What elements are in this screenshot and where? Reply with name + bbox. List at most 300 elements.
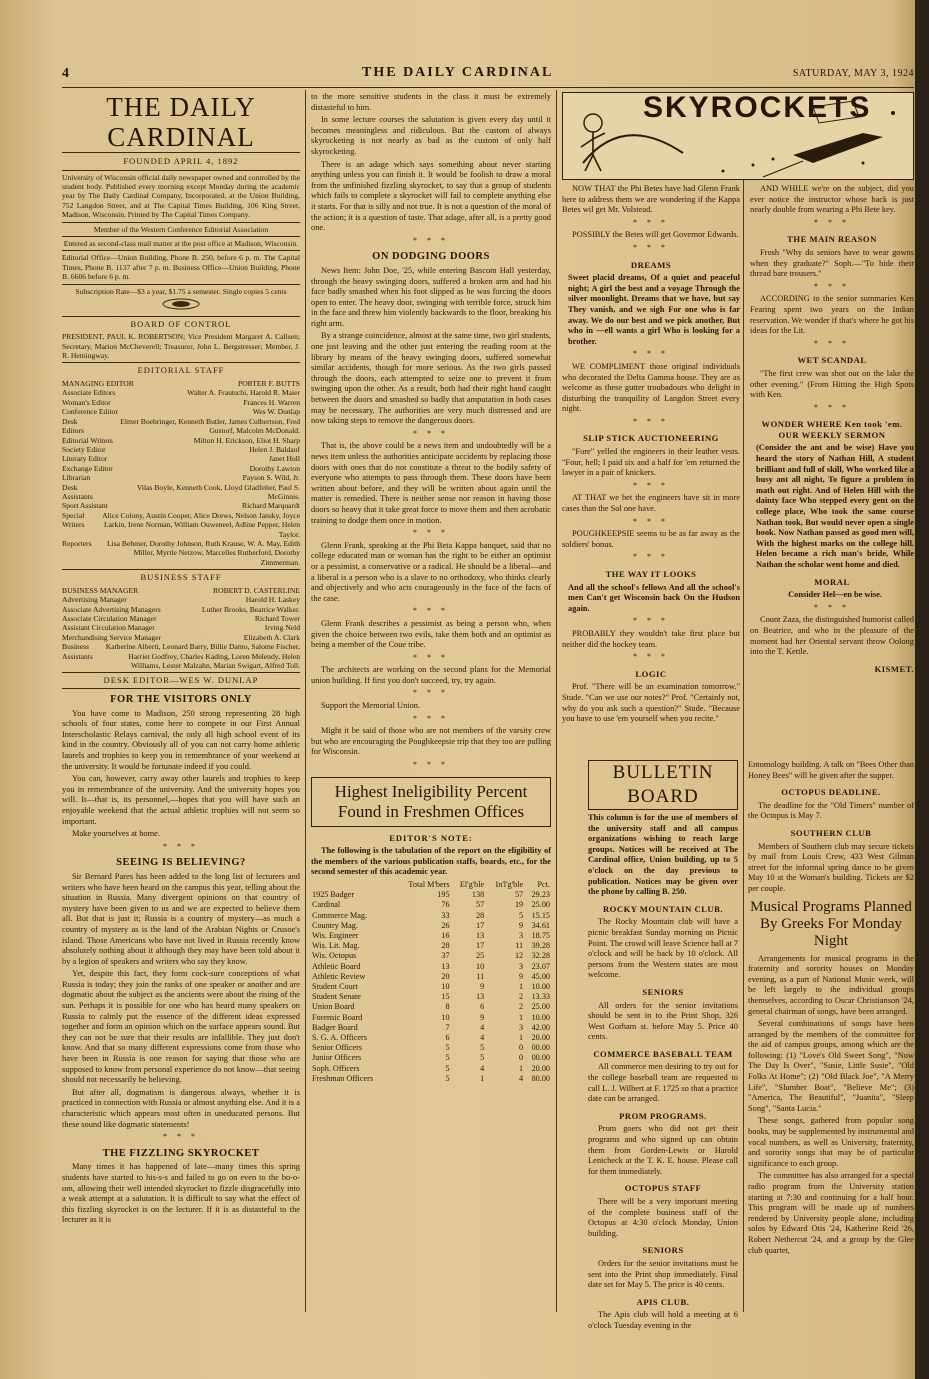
table-cell: 25.00	[531, 1002, 550, 1012]
table-cell: Wis. Octopus	[312, 951, 357, 961]
table-cell: 00.00	[531, 1043, 550, 1053]
table-cell: 34.61	[531, 920, 550, 930]
section-stars: * * *	[633, 652, 669, 662]
staff-role: Reporters	[62, 538, 92, 548]
masthead-subscription: Subscription Rate—$3 a year, $1.75 a semester. Single copies 5 cents	[62, 284, 300, 296]
table-cell: 9	[480, 1012, 485, 1022]
wet-heading: WET SCANDAL	[797, 355, 867, 366]
table-cell: 20.00	[531, 1033, 550, 1043]
table-cell: 26	[441, 920, 450, 930]
section-stars: * * *	[633, 516, 669, 526]
table-header: El'g'ble	[459, 880, 485, 889]
staff-name: Elizabeth A. Clark	[243, 632, 300, 642]
table-cell: Wis. Lit. Mag.	[312, 941, 360, 951]
staff-row	[62, 595, 300, 604]
bulletin-items	[588, 904, 738, 1332]
musical-paragraph: Several combinations of songs have been arranged by the members of the committee for the aid of campus groups, among which are the following: (1) "Love's Old Sweet Song", "Now The Day Is Over", "Susie, Little Susie", "Old Folks At Home"; (2) "Old Black Joe", "A Merry Life", "Slumber Boat", "Believe Me"; (3) "America, The Beautiful", "Juanita", "Sleep Song", "Santa Lucia."	[748, 1019, 914, 1113]
table-cell: Senior Officers	[312, 1043, 363, 1053]
staff-row	[62, 605, 300, 614]
bulletin-item-heading: ROCKY MOUNTAIN CLUB.	[602, 903, 724, 914]
table-cell: 42.00	[531, 1022, 550, 1032]
fizzling-headline: THE FIZZLING SKYROCKET	[102, 1147, 260, 1159]
slip-text: "Fore" yelled the engineers in their leather vests. "Four, hell; I paid six and a half for 'em returned the lawyer in a pair of knickers.	[562, 447, 740, 478]
section-stars: * * *	[814, 402, 850, 412]
table-cell: 45.00	[531, 971, 550, 981]
table-cell: Soph. Officers	[312, 1063, 360, 1073]
column-divider	[556, 90, 557, 1312]
table-cell: 37	[441, 951, 450, 961]
masthead-founded: FOUNDED APRIL 4, 1892	[123, 156, 239, 166]
business-staff-heading: BUSINESS STAFF	[62, 569, 300, 583]
visitors-paragraph: You have come to Madison, 250 strong representing 28 high schools of four states, come here to compete in our First Annual Interscholastic Relays carnival, the only all high school event of its kind in the country. Obviously all of you can not carry home athletic laurels and trophies to keep you in remembrance of your weekend at the university. It would be fortunate indeed if you could.	[62, 708, 300, 771]
staff-row	[62, 483, 300, 502]
table-cell: 57	[514, 890, 524, 900]
visitors-headline: FOR THE VISITORS ONLY	[110, 694, 252, 706]
table-cell: 195	[437, 890, 450, 900]
skyrocket-item: POUGHKEEPSIE seems to be as far away as the soldiers' bonus.	[562, 529, 740, 549]
seeing-paragraph: Yet, despite this fact, they form cock-sure conceptions of what Russia is today; they join the ranks of one speaker or another and are dogmatic about the subject as the ancients were about the rising of the sun. Perhaps it is possible for one who has heard many speakers on Russia to calmly put the essence of the different ideas expressed together and form an opinion which on the surface appears sound. But they can not be sure that their results are infallible. They just don't know. And that so many different expressions come from those who have been in Russia is one reason for saying that those who are supposed to know from personal experience do not know—that seeing should not necessarily be believing.	[62, 969, 300, 1085]
fizzling-continued: In some lecture courses the salutation is given every day until it becomes meaningless and ridiculous. But the custom of always skyrocketing is not nearly as bad as the custom of only half skyrocketing.	[311, 115, 551, 156]
staff-row	[62, 473, 300, 482]
masthead-entered: Entered as second-class mail matter at the post office at Madison, Wisconsin.	[62, 236, 300, 248]
section-stars: * * *	[413, 688, 449, 698]
moral-heading: MORAL	[814, 576, 850, 587]
table-cell: Athletic Board	[312, 961, 361, 971]
way-poem: And all the school's fellows And all the school's men Can't get Wisconsin back On the Hudson again.	[568, 582, 740, 613]
staff-row	[62, 407, 300, 416]
header-rule	[62, 87, 914, 88]
skyrockets-column-b	[750, 184, 914, 727]
table-cell: 17	[476, 941, 485, 951]
staff-name: Wes W. Dunlap	[252, 407, 300, 417]
page-header	[62, 62, 914, 84]
visitors-paragraph: Make yourselves at home.	[72, 829, 160, 839]
table-cell: 10.00	[531, 982, 550, 992]
table-cell: 28	[441, 941, 450, 951]
editors-note: The following is the tabulation of the report on the eligibility of the members of the various publication staffs, boards, etc., for the second semester of this academic year.	[311, 846, 551, 877]
staff-row	[62, 454, 300, 463]
table-cell: 2	[519, 992, 524, 1002]
business-staff-list	[62, 586, 300, 671]
octopus-notice: The deadline for the "Old Timers" number of the Octopus is May 7.	[748, 800, 914, 821]
table-cell: 16	[441, 931, 450, 941]
bulletin-item-heading: APIS CLUB.	[636, 1296, 690, 1307]
table-cell: 18.75	[531, 931, 550, 941]
visitors-paragraph: You can, however, carry away other laurels and trophies to keep you in remembrance of the university. And the university hopes you will. It—that is, its personnel,—hopes that you will have such an enjoyable weekend that the actual athletic trophies will not seem so important.	[62, 774, 300, 826]
staff-role: BUSINESS MANAGER	[62, 585, 139, 595]
page-number: 4	[62, 66, 69, 81]
table-row	[311, 921, 551, 931]
column-editorials-2	[311, 92, 551, 1314]
page-edge	[915, 0, 929, 1379]
section-stars: * * *	[163, 1132, 199, 1142]
skyrockets-section	[562, 92, 914, 742]
seeing-headline: SEEING IS BELIEVING?	[116, 857, 246, 869]
section-stars: * * *	[814, 602, 850, 612]
staff-name: Katherine Alberti, Leonard Barry, Billie Danto, Salome Fischer, Harriet Godfrey, Charles Kading, Loren Melendy, Helen Williams, Lester Malzahn, Marian Swigart, Alfred Toll.	[105, 642, 300, 671]
staff-name: Richard Marquardt	[242, 501, 300, 511]
skyrockets-banner	[562, 92, 914, 180]
fizzling-paragraph: Many times it has happened of late—many times this spring students have started to his-s-s and failed to go on even to the bo-o-om, allowing their well intended skyrocket to fizzle disgracefully into a weak attempt at a salutation. It is difficult to say what the effect of this fizzling skyrocket is on the lecturer. If it is as distasteful to the lecturer as it is	[62, 1162, 300, 1225]
staff-row	[62, 417, 300, 436]
table-row	[311, 1064, 551, 1074]
table-cell: Student Senate	[312, 992, 361, 1002]
table-cell: Junior Officers	[312, 1053, 362, 1063]
staff-row	[62, 398, 300, 407]
section-stars: * * *	[814, 338, 850, 348]
table-cell: 4	[519, 1073, 524, 1083]
table-cell: 8	[445, 1002, 450, 1012]
staff-row	[62, 388, 300, 397]
bulletin-item-heading: SENIORS	[642, 1245, 684, 1256]
table-cell: 10	[476, 961, 485, 971]
section-stars: * * *	[633, 480, 669, 490]
table-cell: 25	[476, 951, 485, 961]
table-cell: 15	[441, 992, 450, 1002]
moral-text: Consider Hel—en be wise.	[788, 590, 882, 600]
table-cell: 28	[476, 910, 485, 920]
table-cell: 1925 Badger	[312, 890, 355, 900]
zaza-text: Count Zaza, the distinguished humorist called on Beatrice, and who in the pleasure of the moment had her Oriental servant throw Oolong into the T. Kettle.	[750, 615, 914, 657]
musical-paragraph: The committee has also arranged for a special radio program from the University station starting at 7:30 and continuing for a half hour. This program will be made up of numbers rendered by University people alone, including solos by Edward Otis '24, Katherine Reid '26, Robert Nethercut '24, and a group by the Glee club quartet,	[748, 1171, 914, 1255]
table-cell: 4	[480, 1022, 485, 1032]
table-cell: Union Board	[312, 1002, 355, 1012]
section-stars: * * *	[633, 242, 669, 252]
table-cell: 20.00	[531, 1063, 550, 1073]
section-stars: * * *	[633, 217, 669, 227]
doors-headline: ON DODGING DOORS	[372, 251, 490, 263]
octopus-heading: OCTOPUS DEADLINE.	[781, 787, 881, 798]
staff-name: Janet Hull	[268, 454, 300, 464]
table-cell: 57	[476, 900, 485, 910]
dreams-poem: Sweet placid dreams, Of a quiet and peaceful night; A girl the best and a voyage Through the silver moonlight. Dreams that we have, but say They vanish, and we sigh For one who is far away. We do our best and we pick another, But who in —ell wants a girl Who is looking for a brother.	[568, 273, 740, 346]
table-cell: 138	[471, 890, 485, 900]
table-cell: 39.28	[531, 941, 550, 951]
table-header: Pct.	[537, 880, 550, 889]
table-cell: 0	[519, 1043, 524, 1053]
musical-paragraph: These songs, gathered from popular song books, may be supplemented by instrumental and vocal numbers, as well as University, fraternity, and sorority songs that may be of particular significance to each group.	[748, 1116, 914, 1168]
staff-role: Advertising Manager	[62, 595, 127, 605]
paper-name: THE DAILY CARDINAL	[362, 65, 554, 80]
bulletin-item-body: There will be a very important meeting of the complete business staff of the Octopus at 4:30 o'clock Monday, Union building.	[588, 1197, 738, 1238]
table-row	[311, 951, 551, 961]
logic-heading: LOGIC	[635, 668, 667, 679]
eligibility-headline: Highest Ineligibility Percent Found in Freshmen Offices	[334, 781, 528, 821]
skyrocket-item: AT THAT we bet the engineers have sit in more cases than the Sol one have.	[562, 493, 740, 514]
section-stars: * * *	[413, 652, 449, 662]
bulletin-board-title: BULLETIN BOARD	[588, 760, 738, 810]
staff-role: Business Assistants	[62, 642, 93, 661]
section-stars: * * *	[633, 349, 669, 359]
desk-editor: DESK EDITOR—WES W. DUNLAP	[62, 672, 300, 689]
masthead-title: THE DAILY CARDINAL	[62, 92, 300, 153]
staff-row	[62, 501, 300, 510]
bulletin-item-heading: COMMERCE BASEBALL TEAM	[593, 1048, 733, 1059]
table-row	[311, 1002, 551, 1012]
table-cell: 5	[519, 910, 524, 920]
table-cell: 80.00	[531, 1073, 550, 1083]
editorial-staff-heading: EDITORIAL STAFF	[62, 362, 300, 376]
table-cell: 9	[519, 920, 524, 930]
staff-name: Luther Brooks, Beatrice Walker.	[201, 604, 300, 614]
masthead-member: Member of the Western Conference Editorial Association	[62, 222, 300, 234]
staff-role: MANAGING EDITOR	[62, 379, 134, 389]
doors-paragraph: By a strange coincidence, almost at the same time, two girl students, one just leaving and the other just entering the reading room at the library by means of the heavy swinging doors, suffered somewhat similar accidents, though for more serious. As the two girls passed through the doors, each attempted to seize one to prevent it from swinging upon the other. As a result, both had their right hand caught between the doors and smashed so badly that amputation in both cases may be necessary. The authorities are very much distressed and are now taking steps to remove the dangerous doors.	[311, 331, 551, 426]
staff-role: Assistant Circulation Manager	[62, 623, 155, 633]
table-row	[311, 982, 551, 992]
sermon-heading: WONDER WHERE Ken took 'em. OUR WEEKLY SERMON	[761, 419, 903, 440]
columnist-signature: KISMET.	[874, 663, 914, 674]
table-cell: 10	[441, 1012, 450, 1022]
table-cell: 9	[480, 982, 485, 992]
union-paragraph: Support the Memorial Union.	[321, 701, 421, 711]
staff-name: Irving Neld	[264, 623, 300, 633]
staff-name: Dorothy Lawton	[249, 463, 300, 473]
table-row	[311, 1043, 551, 1053]
column-editorial	[62, 92, 300, 1314]
staff-role: Librarian	[62, 473, 91, 483]
staff-role: Literary Editor	[62, 454, 108, 464]
masthead-about: University of Wisconsin official daily newspaper owned and controlled by the student body. Published every morning except Monday during the academic year by The Daily Cardinal Company, Incorporated, at the Union Building, 752 Langdon Street, and at The Capital Times Building, 106 King Street, Madison, Wisconsin. Printed by The Capital Times Company.	[62, 170, 300, 220]
staff-name: Richard Tower	[254, 614, 300, 623]
fizzling-continued: to the more sensitive students in the class it must be extremely distasteful to him.	[311, 92, 551, 112]
staff-name: ROBERT D. CASTERLINE	[213, 585, 300, 595]
staff-role: Merchandising Service Manager	[62, 632, 162, 642]
table-cell: 5	[480, 1053, 485, 1063]
bulletin-intro: This column is for the use of members of the university staff and all campus organizations wishing to reach large groups. Notices will be received at The Cardinal office, Union building, up to 5 o'clock on the day previous to publication. Notices may be given over the phone by calling B. 250.	[588, 813, 738, 897]
table-cell: 3	[519, 1022, 524, 1032]
table-cell: 5	[445, 1063, 450, 1073]
seeing-paragraph: Sir Bernard Pares has been added to the long list of lecturers and writers who have been heard on the campus this year, telling about the situation in Russia. Many divergent opinions on that country of mystery have been given to us and we are expected to believe them all. But that is just it; Russia is a country of mystery—as much a country of mystery as is the land of the Arabian Nights or Crusoe's island. Those Americans who have not lived in Russia recently know absolutely nothing about it although they may have been told about it by a legion of speakers and writers who say they know.	[62, 871, 300, 966]
entomology-notice: Entomology building. A talk on "Bees Other than Honey Bees" will be given after the supper.	[748, 760, 914, 780]
section-stars: * * *	[413, 760, 449, 770]
column-notices	[748, 760, 914, 1312]
table-cell: 1	[519, 1033, 524, 1043]
staff-row	[62, 623, 300, 632]
table-cell: 3	[519, 961, 524, 971]
table-cell: S. G. A. Officers	[312, 1033, 367, 1043]
seeing-paragraph: But after all, dogmatism is dangerous always, whether it is practiced in connection with Russia or almost anything else. And it is a characteristic which appears most often in uneducated persons. But these sound like dogmatic statements!	[62, 1087, 300, 1129]
table-cell: 23.07	[531, 961, 550, 971]
fizzling-continued: There is an adage which says something about never starting anything unless you can finish it. It would be foolish to draw a moral from the unfinished fizzling skyrocket, to say that a group of students which fails to complete a skyrocket will fail to complete anything else it starts. For that is silly and not true. It is not a question of the moral of the action; it is a question of taste. That adage, after all, is a pretty good one.	[311, 159, 551, 233]
bulletin-item-body: All orders for the senior invitations should be sent in to the Print Shop, 326 West Gorham st. before May 5. Price 40 cents.	[588, 1000, 738, 1042]
table-cell: 29.23	[531, 890, 550, 900]
southern-heading: SOUTHERN CLUB	[790, 827, 872, 838]
staff-row	[62, 511, 300, 539]
staff-role: Conference Editor	[62, 407, 118, 417]
table-header: In'l'g'ble	[495, 880, 524, 889]
staff-role: Exchange Editor	[62, 463, 113, 473]
table-cell: 13	[476, 992, 485, 1002]
staff-role: Sport Assistant	[62, 501, 108, 511]
way-heading: THE WAY IT LOOKS	[605, 569, 697, 579]
staff-row	[62, 586, 300, 595]
staff-name: Alice Colony, Austin Cooper, Alice Drews, Nelson Jansky, Joyce Larkin, Irene Norman, William Ouweneel, Adline Pepper, Helen Taylor.	[102, 510, 300, 539]
table-cell: 1	[519, 982, 524, 992]
table-cell: 1	[519, 1063, 524, 1073]
section-stars: * * *	[413, 606, 449, 616]
slip-heading: SLIP STICK AUCTIONEERING	[583, 433, 719, 444]
skyrocket-item: WE COMPLIMENT those original individuals who decorated the Delta Gamma house. They are as welcome as these gutter troubadours who delight in disturbing the tranquility of Langdon Street every night.	[562, 361, 740, 414]
table-cell: 5	[445, 1073, 450, 1083]
southern-notice: Members of Southern club may secure tickets by mail from Louis Crew, 433 West Gilman street for the informal spring dance to be given May 10 at the Woman's building. Tickets are $2 per couple.	[748, 841, 914, 893]
staff-row	[62, 614, 300, 623]
table-row	[311, 941, 551, 951]
frank-paragraph: Glenn Frank describes a pessimist as being a person who, when given the choice between two evils, take them both and an optimist as being a member of the Coue tribe.	[311, 618, 551, 650]
masthead-offices: Editorial Office—Union Building, Phone B. 250, before 6 p. m. The Capital Times, Phone B. 1137 after 7 p. m. Business Office—Union Building, Phone B. 6606 before 6 p. m.	[62, 250, 300, 281]
table-cell: 13	[476, 931, 485, 941]
eligibility-table	[311, 880, 551, 1084]
table-cell: 20	[441, 971, 450, 981]
staff-role: Associate Advertising Managers	[62, 604, 161, 614]
bulletin-item-body: The Rocky Mountain club will have a picnic breakfast Sunday morning on Picnic Point. The crowd will leave Science hall at 7 o'clock and will be back by 10 o'clock. All persons from the Western states are most welcome.	[588, 917, 738, 980]
table-row	[311, 1013, 551, 1023]
bulletin-item-heading: PROM PROGRAMS.	[619, 1110, 707, 1121]
table-cell: 1	[519, 1012, 524, 1022]
table-row	[311, 931, 551, 941]
staff-row	[62, 539, 300, 567]
sermon-poem: (Consider the ant and be wise) Have you heard the story of Nathan Hill, A student brilliant and full of skill, Who worked like a busy ant all night, To figure a problem in math out right. And of Helen Hill with the dainty face Who stepped every gent on the college place, Who took the same course Nathan took, But would never open a single book. Now Nathan passed as good men will, With the highest marks on the college hill. Helen became a rich man's bride, While Nathan the scholar went home and died.	[756, 443, 914, 569]
musical-headline: Musical Programs Planned By Greeks For Monday Night	[750, 898, 912, 949]
table-row	[311, 992, 551, 1002]
table-cell: 4	[480, 1063, 485, 1073]
section-stars: * * *	[814, 281, 850, 291]
section-stars: * * *	[413, 713, 449, 723]
table-cell: Cardinal	[312, 900, 341, 910]
table-cell: 15.15	[531, 910, 550, 920]
section-stars: * * *	[413, 528, 449, 538]
table-cell: 12	[514, 951, 524, 961]
table-cell: 13	[441, 961, 450, 971]
table-cell: 19	[514, 900, 524, 910]
bulletin-item-body: The Apis club will hold a meeting at 6 o'clock Tuesday evening in the	[588, 1310, 738, 1330]
table-cell: 76	[441, 900, 450, 910]
cardinal-seal-icon	[62, 298, 300, 314]
table-row	[311, 1074, 551, 1084]
section-stars: * * *	[633, 416, 669, 426]
staff-role: Editorial Writers	[62, 435, 113, 445]
staff-name: Lisa Behmer, Dorothy Johnson, Ruth Krause, W. A. May, Edith Miller, Myrtle Netzow, Marcelles Rutherford, Dorothy Zimmerman.	[106, 538, 300, 567]
table-row	[311, 900, 551, 910]
staff-row	[62, 633, 300, 642]
staff-role: Woman's Editor	[62, 397, 111, 407]
logic-text: Prof. "There will be an examination tomorrow." Stude. "Can we use our notes?" Prof. "Certainly not, why do you ask such a question?" Stude. "Because you have to use 'em yourself when you recite."	[562, 682, 740, 724]
table-header: Total M'bers	[408, 880, 450, 889]
table-cell: 4	[480, 1033, 485, 1043]
table-row	[311, 890, 551, 900]
table-cell: 17	[476, 920, 485, 930]
reason-heading: THE MAIN REASON	[787, 234, 877, 245]
staff-name: Frances H. Warren	[243, 397, 300, 407]
table-cell: 0	[519, 1053, 524, 1063]
staff-name: Helen J. Baldauf	[249, 444, 300, 454]
table-cell: 32.28	[531, 951, 550, 961]
eligibility-box	[311, 777, 551, 827]
editors-note-heading: EDITOR'S NOTE:	[389, 832, 473, 843]
skyrockets-title: SKYROCKETS	[643, 91, 872, 124]
staff-role: Special Writers	[62, 510, 85, 530]
board-heading: BOARD OF CONTROL	[62, 316, 300, 330]
staff-name: Harold H. Laskey	[245, 595, 300, 605]
table-cell: 5	[445, 1043, 450, 1053]
skyrocket-item: PROBABLY they wouldn't take first place but neither did the hockey team.	[562, 628, 740, 649]
table-cell: 11	[515, 941, 524, 951]
staff-row	[62, 379, 300, 388]
table-row	[311, 972, 551, 982]
table-cell: 3	[519, 931, 524, 941]
table-cell: Student Court	[312, 982, 358, 992]
table-cell: 1	[480, 1073, 485, 1083]
table-cell: 13.33	[531, 992, 550, 1002]
table-cell: Freshman Officers	[312, 1073, 374, 1083]
column-divider	[305, 90, 306, 1312]
table-cell: 6	[480, 1002, 485, 1012]
table-row	[311, 1033, 551, 1043]
skyrocket-item: NOW THAT the Phi Betes have had Glenn Frank here to address them we are wondering if the Kappa Betes wil get Mr. Volstead.	[562, 184, 740, 215]
table-cell: 5	[445, 1053, 450, 1063]
table-cell: Commerce Mag.	[312, 910, 368, 920]
staff-name: Elmer Boehringer, Kenneth Butler, James Culbertson, Fred Gustorf, Malcolm McDonald.	[120, 416, 300, 436]
table-cell: 6	[445, 1033, 450, 1043]
staff-row	[62, 642, 300, 670]
issue-date: SATURDAY, MAY 3, 1924	[792, 68, 914, 79]
doors-paragraph: News Item: John Doe, '25, while entering Bascom Hall yesterday, through the heavy swinging doors, suffered a broken arm and had his face badly smashed when his foot slipped as he was forcing the doors open to enter. The heavy door, swinging with terrible force, struck him in the face and threw him violently backwards to the floor, breaking his right arm.	[311, 265, 551, 328]
dreams-heading: DREAMS	[630, 259, 672, 270]
table-row	[311, 1053, 551, 1063]
staff-name: Vilas Boyle, Kenneth Cook, Lloyd Gladfelter, Paul S. McGinnis.	[136, 482, 300, 501]
staff-role: Associate Circulation Manager	[62, 614, 157, 623]
staff-row	[62, 436, 300, 445]
wet-text: "The first crew was shot out on the lake the other evening." (From Hitting the High Spots with Ken.	[750, 368, 914, 400]
staff-name: Walter A. Frautschi, Harold R. Maier	[187, 388, 300, 398]
bulletin-item-heading: OCTOPUS STAFF	[624, 1183, 702, 1194]
table-cell: 00.00	[531, 1053, 550, 1063]
table-header-row	[311, 880, 551, 890]
table-cell: Forensic Board	[312, 1012, 363, 1022]
reason-text: Frosh "Why do seniors have to wear gowns when they graduate?" Soph.—"To hide their thread bare trousers."	[750, 247, 914, 279]
section-stars: * * *	[633, 552, 669, 562]
staff-role: Desk Assistants	[62, 482, 93, 501]
table-row	[311, 962, 551, 972]
table-cell: Athletic Review	[312, 971, 366, 981]
table-cell: 10	[441, 982, 450, 992]
table-cell: 2	[519, 1002, 524, 1012]
table-cell: Country Mag.	[312, 920, 358, 930]
bulletin-item-heading: SENIORS	[642, 986, 684, 997]
table-cell: 5	[480, 1043, 485, 1053]
staff-name: PORTER F. BUTTS	[237, 379, 300, 389]
section-stars: * * *	[413, 428, 449, 438]
bulletin-item-body: Prom goers who did not get their programs and who signed up can obtain them from Gorden-Lewis or Harold Lenicheck at the T. K. E. house. Please call for them immediately.	[588, 1124, 738, 1176]
table-cell: 33	[441, 910, 450, 920]
table-cell: Badger Board	[312, 1022, 358, 1032]
table-header	[311, 880, 394, 890]
skyrockets-column-a	[562, 184, 740, 727]
table-cell: 7	[445, 1022, 450, 1032]
union-paragraph: The architects are working on the second plans for the Memorial union building. If first you don't succeed, try, try again.	[311, 665, 551, 685]
musical-paragraph: Arrangements for musical programs in the fraternity and sorority houses on Monday evening, as a part of National Music week, will be left largely to the individual groups themselves, according to Oscar Christianson '24, general chairman of songs, have been arranged.	[748, 953, 914, 1016]
section-stars: * * *	[633, 616, 669, 626]
table-cell: Wis. Engineer	[312, 931, 359, 941]
table-cell: 25.00	[531, 900, 550, 910]
skyrocket-item: AND WHILE we're on the subject, did you ever notice the instructor whose back is just nearly double from wearing a Phi Bete key.	[750, 184, 914, 215]
staff-role: Associate Editors	[62, 388, 116, 398]
section-stars: * * *	[814, 217, 850, 227]
table-row	[311, 1023, 551, 1033]
table-cell: 9	[519, 971, 524, 981]
section-stars: * * *	[163, 841, 199, 851]
table-row	[311, 911, 551, 921]
